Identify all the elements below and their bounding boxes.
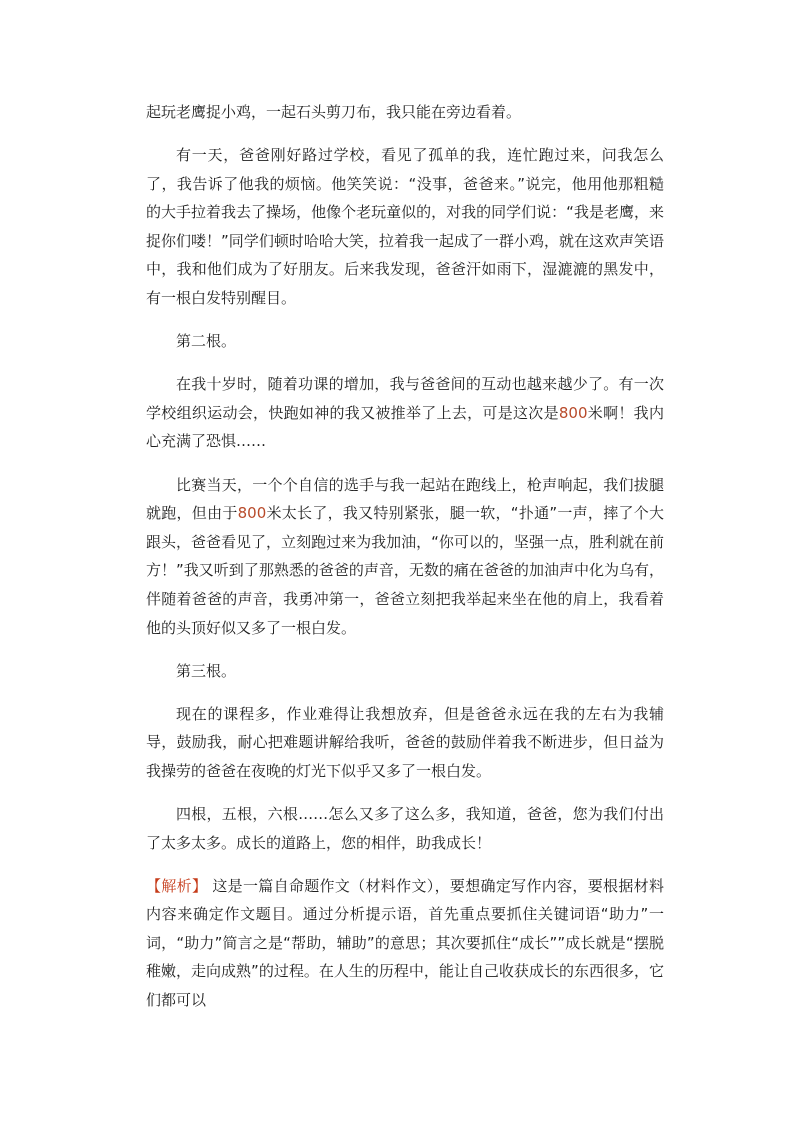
paragraph-text: 第三根。	[176, 661, 237, 680]
essay-paragraph-p2	[146, 141, 664, 313]
paragraph-text: 现在的课程多，作业难得让我想放弃，但是爸爸永远在我的左右为我辅导，鼓励我，耐心把难题讲解给我听，爸爸的鼓励伴着我不断进步，但日益为我操劳的爸爸在夜晚的灯光下似乎又多了一根白发。	[146, 704, 664, 780]
paragraph-text: 起玩老鹰捉小鸡，一起石头剪刀布，我只能在旁边看着。	[146, 103, 522, 121]
paragraph-text: 比赛当天，一个个自信的选手与我一起站在跑线上，枪声响起，我们拔腿就跑，但由于	[146, 475, 664, 523]
paragraph-text: 四根，五根，六根……怎么又多了这么多，我知道，爸爸，您为我们付出了太多太多。成长的道路上，您的相伴，助我成长！	[146, 804, 664, 852]
essay-paragraph-p7	[146, 700, 664, 786]
paragraph-text: 有一天，爸爸刚好路过学校，看见了孤单的我，连忙跑过来，问我怎么了，我告诉了他我的烦恼。他笑笑说：“没事，爸爸来。”说完，他用他那粗糙的大手拉着我去了操场，他像个老玩童似的，对我的同学们说：“我是老鹰，来捉你们喽！”同学们顿时哈哈大笑，拉着我一起成了一群小鸡，就在这欢声笑语中，我和他们成为了好朋友。后来我发现，爸爸汗如雨下，湿漉漉的黑发中，有一根白发特别醒目。	[146, 146, 664, 308]
essay-paragraph-p8	[146, 800, 664, 857]
essay-paragraph-p4	[146, 370, 664, 456]
essay-paragraph-p5	[146, 471, 664, 643]
essay-paragraph-p1	[146, 98, 664, 127]
paragraph-text: 米太长了，我又特别紧张，腿一软，“扑通”一声，摔了个大跟头，爸爸看见了，立刻跑过来为我加油，“你可以的，坚强一点，胜利就在前方！”我又听到了那熟悉的爸爸的声音，无数的痛在爸爸的加油声中化为乌有，伴随着爸爸的声音，我勇冲第一，爸爸立刻把我举起来坐在他的肩上，我看着他的头顶好似又多了一根白发。	[146, 504, 664, 637]
analysis-text: 这是一篇自命题作文（材料作文），要想确定写作内容，要根据材料内容来确定作文题目。通过分析提示语，首先重点要抓住关键词语“助力”一词，“助力”简言之是“帮助，辅助”的意思；其次要抓住“成长””成长就是“摆脱稚嫩，走向成熟”的过程。在人生的历程中，能让自己收获成长的东西很多，它们都可以	[146, 876, 664, 1010]
paragraph-text: 米啊！我内心充满了恐惧……	[146, 403, 664, 451]
essay-body	[146, 98, 664, 1015]
essay-paragraph-p6	[146, 657, 664, 686]
number-text: 800	[237, 504, 267, 523]
essay-paragraph-p3	[146, 327, 664, 356]
paragraph-text: 在我十岁时，随着功课的增加，我与爸爸间的互动也越来越少了。有一次学校组织运动会，快跑如神的我又被推举了上去，可是这次是	[146, 375, 664, 422]
analysis-label: 【解析】	[146, 876, 208, 895]
paragraph-text: 第二根。	[176, 332, 237, 351]
number-text: 800	[558, 403, 588, 422]
analysis-paragraph	[146, 872, 664, 1015]
